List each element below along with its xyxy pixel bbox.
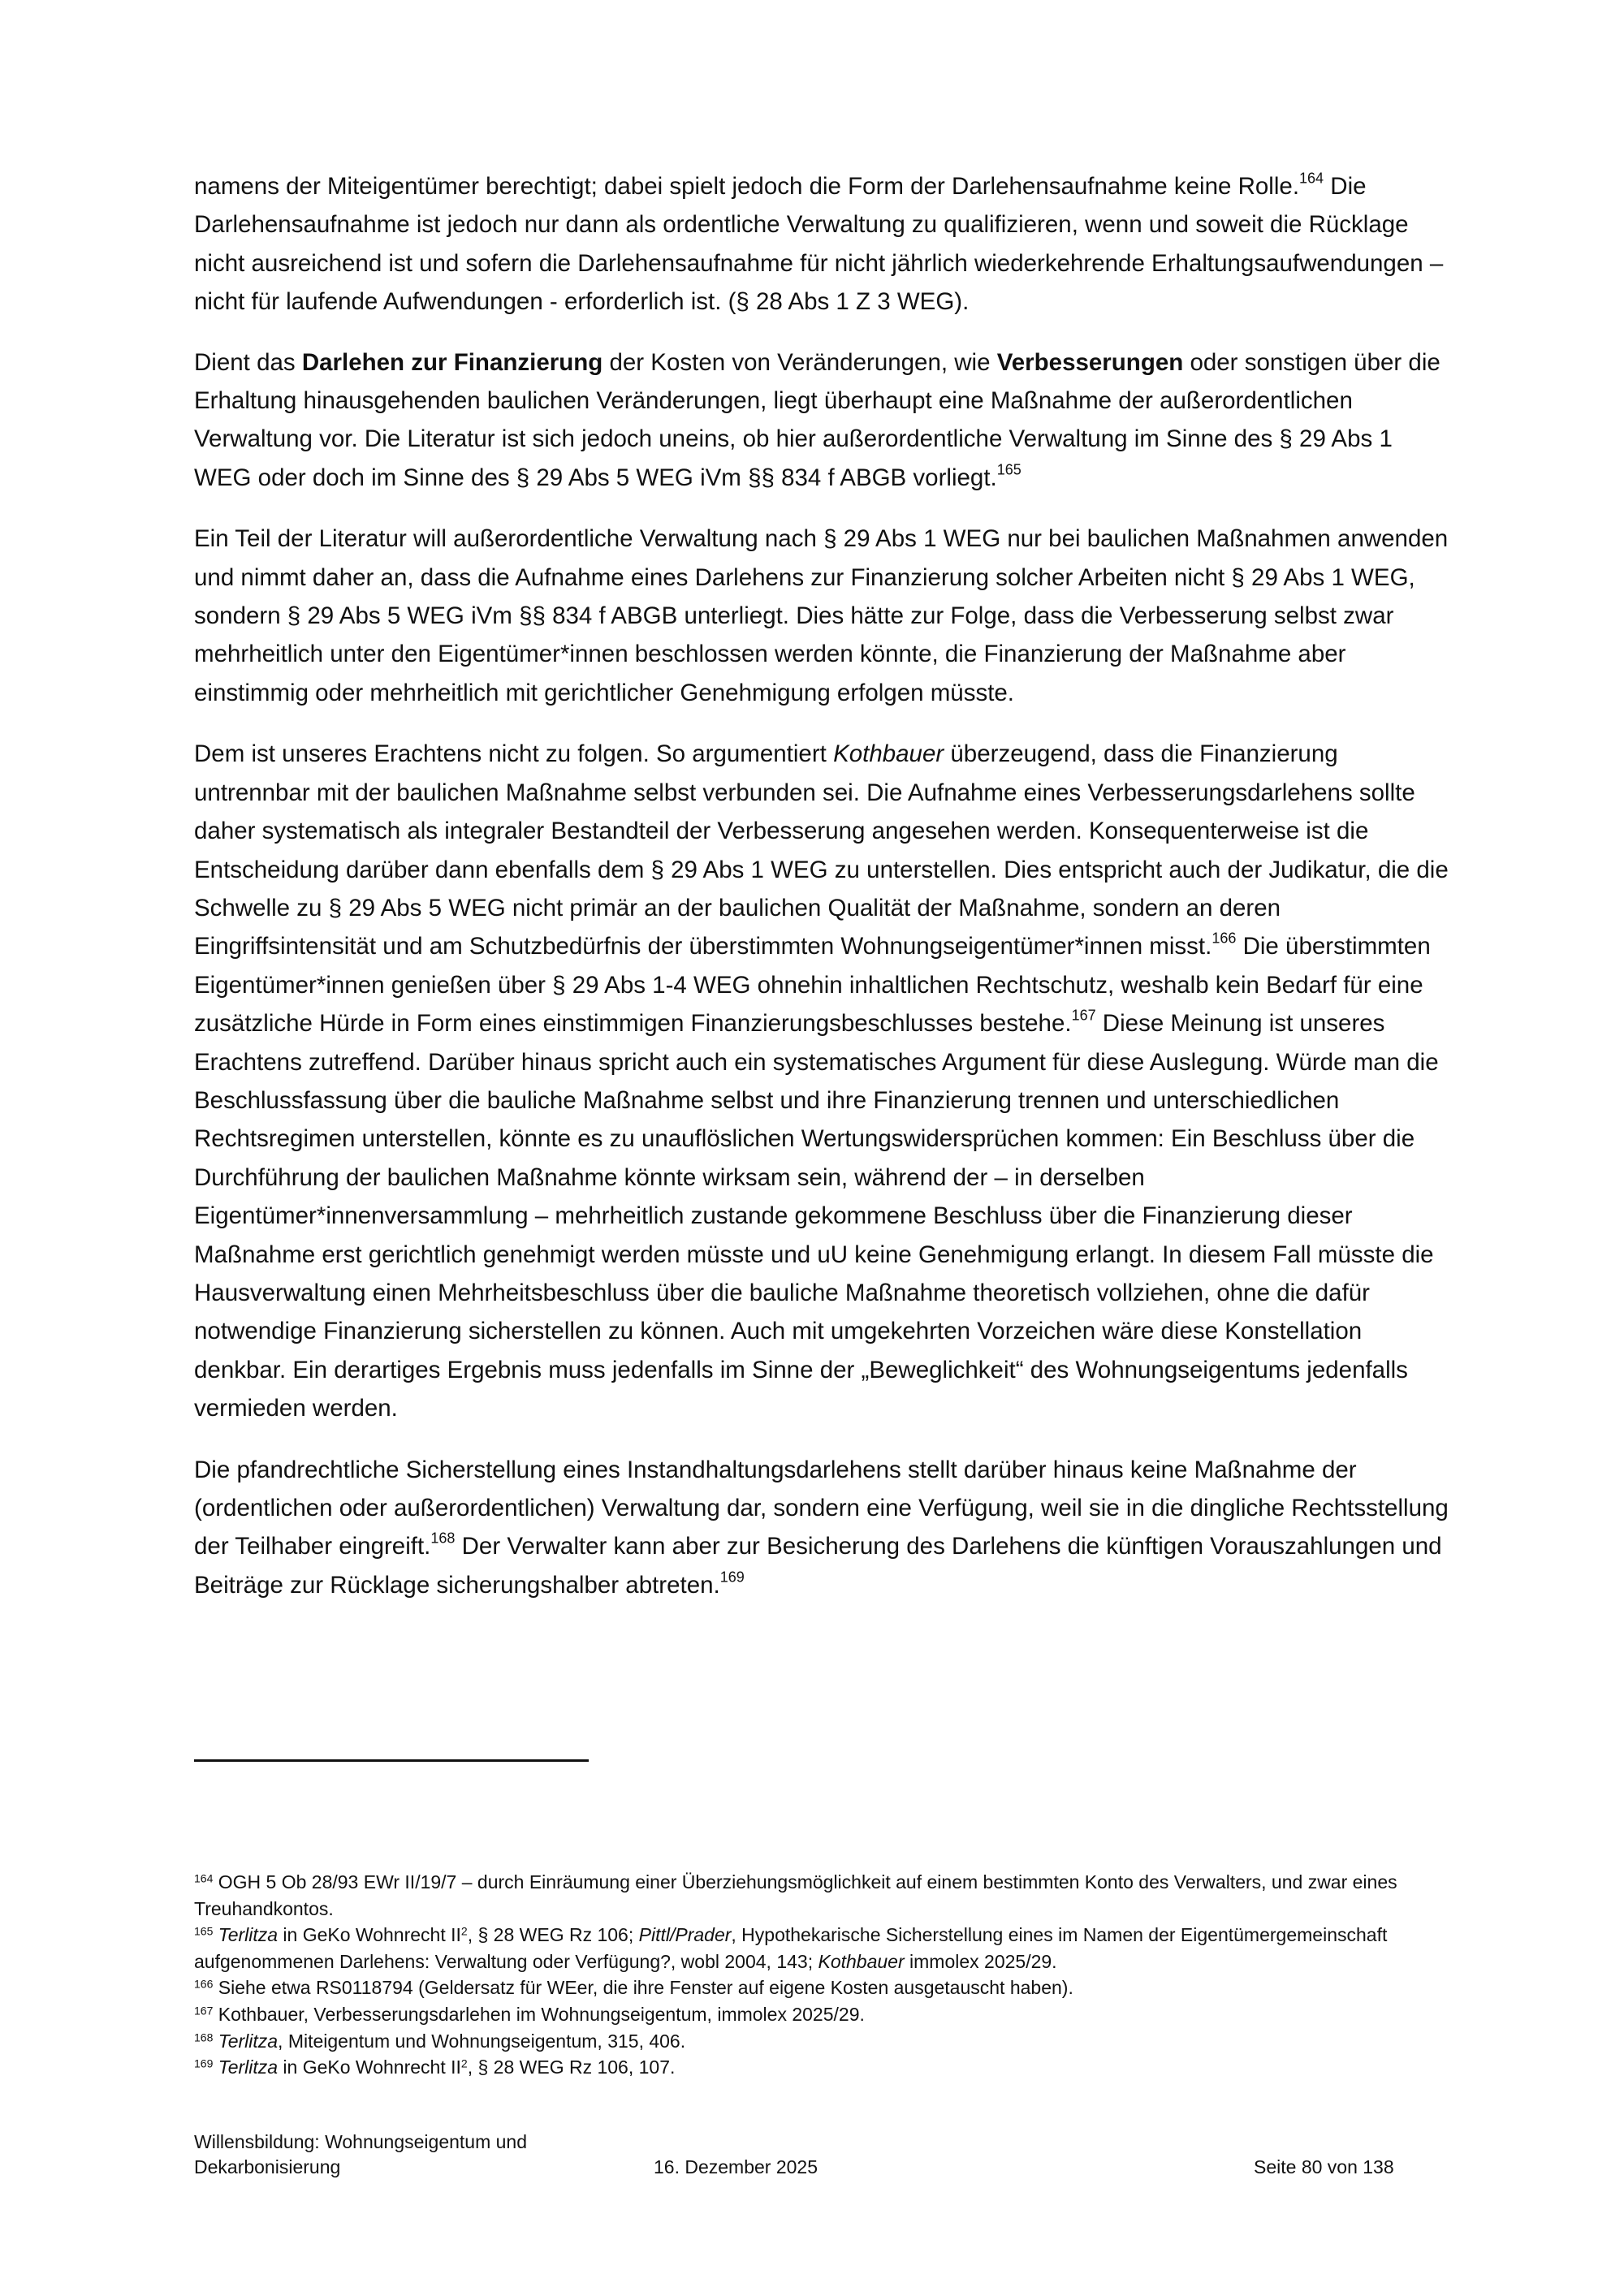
author-name: Kothbauer bbox=[818, 1950, 905, 1972]
footer-date: 16. Dezember 2025 bbox=[654, 2156, 818, 2177]
text: Die Darlehensaufnahme ist jedoch nur dann als ordentliche Verwaltung zu qualifizieren, wenn und soweit die Rücklage nicht ausreichend ist und sofern die Darlehensaufnahme für nicht jährlich wiederkehrende Erhaltungsaufwendungen – nicht für laufende Aufwendungen - erforderlich ist. (§ 28 Abs 1 Z 3 WEG). bbox=[194, 173, 1444, 316]
paragraph-5 bbox=[194, 1451, 1449, 1605]
author-name: Kothbauer bbox=[833, 740, 944, 768]
footnote-text: OGH 5 Ob 28/93 EWr II/19/7 – durch Einräumung einer Überziehungsmöglichkeit auf einem bestimmten Konto des Verwalters, und zwar eines Treuhandkontos. bbox=[194, 1871, 1397, 1919]
edition-superscript: 2 bbox=[460, 1924, 468, 1938]
text: Dient das bbox=[194, 348, 302, 376]
footnote-167 bbox=[194, 2001, 1449, 2028]
text: Dem ist unseres Erachtens nicht zu folgen. So argumentiert bbox=[194, 740, 834, 768]
footnotes bbox=[194, 1869, 1449, 2081]
footnote-number: 169 bbox=[194, 2056, 214, 2070]
text: Die pfandrechtliche Sicherstellung eines Instandhaltungsdarlehens stellt darüber hinaus keine Maßnahme der (ordentlichen oder außerordentlichen) Verwaltung dar, sondern eine Verfügung, weil sie in die dingliche Rechtsstellung der Teilhaber eingreift. bbox=[194, 1456, 1449, 1560]
footnote-ref-164[interactable]: 164 bbox=[1299, 170, 1324, 187]
footnote-ref-168[interactable]: 168 bbox=[430, 1530, 456, 1547]
text: überzeugend, dass die Finanzierung untrennbar mit der baulichen Maßnahme selbst verbunden sei. Die Aufnahme eines Verbesserungsdarlehens sollte daher systematisch als integraler Bestandteil der Verbesserung angesehen werden. Konsequenterweise ist die Entscheidung darüber dann ebenfalls dem § 29 Abs 1 WEG zu unterstellen. Dies entspricht auch der Judikatur, die die Schwelle zu § 29 Abs 5 WEG nicht primär an der baulichen Qualität der Maßnahme, sondern an deren Eingriffsintensität und am Schutzbedürfnis der überstimmten Wohnungseigentümer*innen misst. bbox=[194, 740, 1449, 960]
paragraph-1 bbox=[194, 167, 1449, 322]
footnote-ref-169[interactable]: 169 bbox=[719, 1569, 745, 1586]
text: namens der Miteigentümer berechtigt; dabei spielt jedoch die Form der Darlehensaufnahme keine Rolle. bbox=[194, 173, 1300, 200]
footnote-ref-166[interactable]: 166 bbox=[1212, 930, 1237, 947]
footnote-text: , § 28 WEG Rz 106; bbox=[467, 1924, 639, 1946]
footnote-165 bbox=[194, 1922, 1449, 1974]
paragraph-4 bbox=[194, 735, 1449, 1427]
author-name: Pittl/Prader bbox=[638, 1924, 732, 1946]
footnote-number: 168 bbox=[194, 2030, 214, 2044]
edition-superscript: 2 bbox=[460, 2056, 468, 2070]
paragraph-3 bbox=[194, 520, 1449, 712]
footnote-164 bbox=[194, 1869, 1449, 1922]
footer-page-number: Seite 80 von 138 bbox=[1254, 2156, 1394, 2177]
footnote-number: 164 bbox=[194, 1871, 214, 1885]
text: oder sonstigen über die Erhaltung hinausgehenden baulichen Veränderungen, liegt überhaupt eine Maßnahme der außerordentlichen Verwaltung vor. Die Literatur ist sich jedoch uneins, ob hier außerordentliche Verwaltung im Sinne des § 29 Abs 1 WEG oder doch im Sinne des § 29 Abs 5 WEG iVm §§ 834 f ABGB vorliegt. bbox=[194, 348, 1440, 491]
footnote-ref-167[interactable]: 167 bbox=[1071, 1007, 1096, 1024]
footnote-166 bbox=[194, 1974, 1449, 2001]
footnote-text: , Hypothekarische Sicherstellung eines im Namen der Eigentümergemeinschaft aufgenommenen Darlehens: Verwaltung oder Verfügung?, wobl 2004, 143; bbox=[194, 1924, 1388, 1972]
author-name: Terlitza bbox=[218, 1924, 279, 1946]
text: Die überstimmten Eigentümer*innen genießen über § 29 Abs 1-4 WEG ohnehin inhaltlichen Rechtschutz, weshalb kein Bedarf für eine zusätzliche Hürde in Form eines einstimmigen Finanzierungsbeschlusses bestehe. bbox=[194, 933, 1431, 1038]
author-name: Terlitza bbox=[218, 2030, 279, 2052]
footnote-text: Kothbauer, Verbesserungsdarlehen im Wohnungseigentum, immolex 2025/29. bbox=[213, 2003, 865, 2025]
footnote-number: 165 bbox=[194, 1924, 214, 1938]
footnote-text: , Miteigentum und Wohnungseigentum, 315, 406. bbox=[278, 2030, 686, 2052]
footer-document-title: Willensbildung: Wohnungseigentum und Dekarbonisierung bbox=[194, 2131, 528, 2177]
footnote-text: in GeKo Wohnrecht II bbox=[278, 2056, 461, 2078]
text: Diese Meinung ist unseres Erachtens zutreffend. Darüber hinaus spricht auch ein systematisches Argument für diese Auslegung. Würde man die Beschlussfassung über die bauliche Maßnahme selbst und ihre Finanzierung trennen und unterschiedlichen Rechtsregimen unterstellen, könnte es zu unauflöslichen Wertungswidersprüchen kommen: Ein Beschluss über die Durchführung der baulichen Maßnahme könnte wirksam sein, während der – in derselben Eigentümer*innenversammlung – mehrheitlich zustande gekommene Beschluss über die Finanzierung dieser Maßnahme erst gerichtlich genehmigt werden müsste und uU keine Genehmigung erlangt. In diesem Fall müsste die Hausverwaltung einen Mehrheitsbeschluss über die bauliche Maßnahme theoretisch vollziehen, ohne die dafür notwendige Finanzierung sicherstellen zu können. Auch mit umgekehrten Vorzeichen wäre diese Konstellation denkbar. Ein derartiges Ergebnis muss jedenfalls im Sinne der „Beweglichkeit“ des Wohnungseigentums jedenfalls vermieden werden. bbox=[194, 1010, 1439, 1422]
footnote-text: Siehe etwa RS0118794 (Geldersatz für WEer, die ihre Fenster auf eigene Kosten ausgetauscht haben). bbox=[213, 1977, 1073, 1999]
footnote-169 bbox=[194, 2054, 1449, 2081]
text: Ein Teil der Literatur will außerordentliche Verwaltung nach § 29 Abs 1 WEG nur bei baulichen Maßnahmen anwenden und nimmt daher an, dass die Aufnahme eines Darlehens zur Finanzierung solcher Arbeiten nicht § 29 Abs 1 WEG, sondern § 29 Abs 5 WEG iVm §§ 834 f ABGB unterliegt. Dies hätte zur Folge, dass die Verbesserung selbst zwar mehrheitlich unter den Eigentümer*innen beschlossen werden könnte, die Finanzierung der Maßnahme aber einstimmig oder mehrheitlich mit gerichtlicher Genehmigung erfolgen müsste. bbox=[194, 525, 1449, 706]
footnote-separator bbox=[194, 1759, 589, 1762]
footnote-number: 166 bbox=[194, 1977, 214, 1991]
author-name: Terlitza bbox=[218, 2056, 279, 2078]
footnote-text: immolex 2025/29. bbox=[904, 1950, 1057, 1972]
bold-term: Darlehen zur Finanzierung bbox=[301, 348, 603, 376]
footnote-168 bbox=[194, 2028, 1449, 2055]
text: Der Verwalter kann aber zur Besicherung des Darlehens die künftigen Vorauszahlungen und Beiträge zur Rücklage sicherungshalber abtreten. bbox=[194, 1533, 1442, 1599]
footnote-text: , § 28 WEG Rz 106, 107. bbox=[467, 2056, 676, 2078]
footnote-number: 167 bbox=[194, 2004, 214, 2018]
main-text bbox=[194, 167, 1449, 1627]
bold-term: Verbesserungen bbox=[996, 348, 1184, 376]
footnote-ref-165[interactable]: 165 bbox=[996, 461, 1021, 478]
footnote-text: in GeKo Wohnrecht II bbox=[278, 1924, 461, 1946]
text: der Kosten von Veränderungen, wie bbox=[603, 348, 997, 376]
paragraph-2 bbox=[194, 343, 1449, 498]
